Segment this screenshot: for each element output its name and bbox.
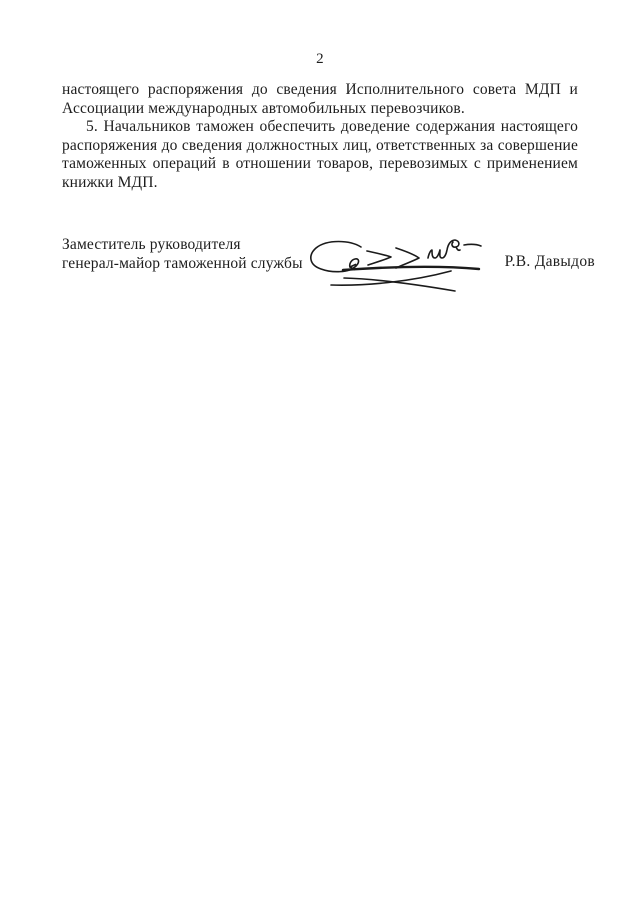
paragraph1-line1: настоящего распоряжения до сведения Исполнительного совета МДП и	[62, 81, 578, 98]
paragraph2-line2: распоряжения до сведения должностных лиц, ответственных за совершение	[62, 136, 578, 154]
page-number: 2	[316, 51, 324, 67]
signatory-name: Р.В. Давыдов	[504, 253, 595, 270]
paragraph2-line3: таможенных операций в отношении товаров, перевозимых с применением	[62, 155, 578, 172]
paragraph2-line1: 5. Начальников таможен обеспечить доведение содержания настоящего	[86, 118, 578, 135]
signatory-position-line2: генерал-майор таможенной службы	[62, 254, 303, 272]
paragraph2-line4: книжки МДП.	[62, 173, 158, 191]
signatory-position	[62, 236, 303, 273]
signatory-position-line1: Заместитель руководителя	[62, 236, 241, 253]
paragraph1-line2: Ассоциации международных автомобильных перевозчиков.	[62, 99, 465, 117]
document-body	[62, 81, 578, 192]
handwritten-signature-icon	[305, 238, 485, 296]
